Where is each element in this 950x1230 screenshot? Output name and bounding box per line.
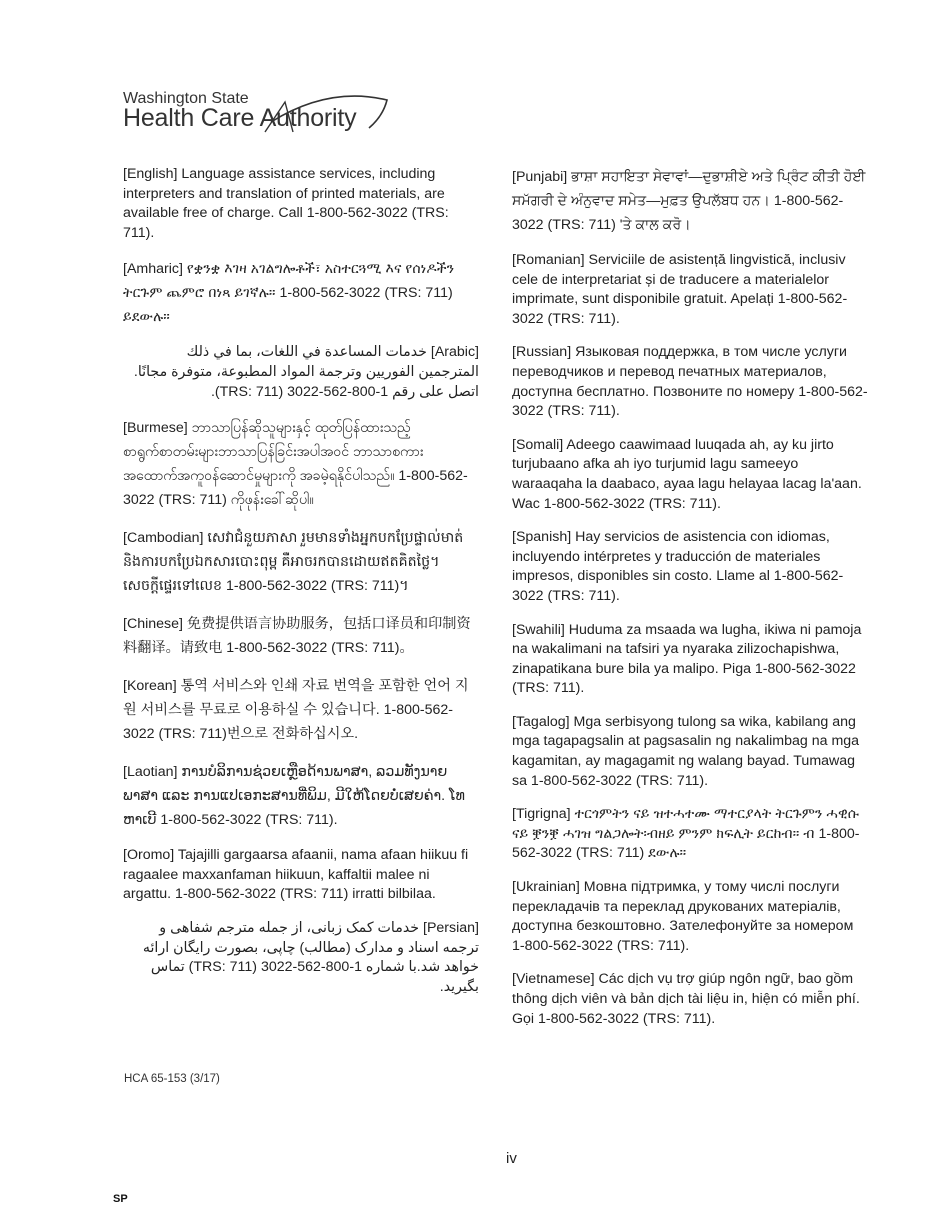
lang-burmese: [Burmese] ဘာသာပြန်ဆိုသူများနှင့် ထုတ်ပြန်ထားသည့် စာရွက်စာတမ်းများဘာသာပြန်ခြင်းအပါအဝင် ဘာသာစကားအထောက်အကူဝန်ဆောင်မှုများကို အခမဲ့ရနိုင်ပါသည်။ 1-800-562-3022 (TRS: 711) ကိုဖုန်းခေါ်ဆိုပါ။ xyxy=(123,420,468,509)
corner-mark: SP xyxy=(113,1193,128,1205)
logo-swoosh-icon xyxy=(259,92,389,136)
form-code: HCA 65-153 (3/17) xyxy=(124,1073,220,1085)
lang-arabic: [Arabic] خدمات المساعدة في اللغات، بما في ذلك المترجمين الفوريين وترجمة المواد المطبوعة، متوفرة مجانًا. اتصل على رقم 1-800-562-3022 (TRS: 711). xyxy=(133,344,479,400)
logo-line1: Washington State xyxy=(123,90,249,107)
lang-tagalog: [Tagalog] Mga serbisyong tulong sa wika, kabilang ang mga tagapagsalin at pagsasalin ng nakalimbag na mga kagamitan, ay magagamit ng walang bayad. Tumawag sa 1-800-562-3022 (TRS: 711). xyxy=(512,713,860,789)
lang-punjabi: [Punjabi] ਭਾਸ਼ਾ ਸਹਾਇਤਾ ਸੇਵਾਵਾਂ—ਦੁਭਾਸ਼ੀਏ ਅਤੇ ਪ੍ਰਿੰਟ ਕੀਤੀ ਹੋਈ ਸਮੱਗਰੀ ਦੇ ਅੰਨੁਵਾਦ ਸਮੇਤ—ਮੁਫ਼ਤ ਉਪਲੱਬਧ ਹਨ। 1-800-562-3022 (TRS: 711) 'ਤੇ ਕਾਲ ਕਰੋ। xyxy=(512,169,866,233)
lang-korean: [Korean] 통역 서비스와 인쇄 자료 번역을 포함한 언어 지원 서비스를 무료로 이용하실 수 있습니다. 1-800-562-3022 (TRS: 711)번으로 전화하십시오. xyxy=(123,678,469,743)
lang-english: [English] Language assistance services, including interpreters and translation of printed materials, are available free of charge. Call 1-800-562-3022 (TRS: 711). xyxy=(123,166,449,241)
lang-vietnamese: [Vietnamese] Các dịch vụ trợ giúp ngôn ngữ, bao gồm thông dịch viên và bản dịch tài liệu in, hiện có miễn phí. Gọi 1-800-562-3022 (TRS: 711). xyxy=(512,971,860,1027)
lang-chinese: [Chinese] 免费提供语言协助服务，包括口译员和印制资料翻译。请致电 1-800-562-3022 (TRS: 711)。 xyxy=(123,616,471,657)
logo-line2: Health Care Authority xyxy=(123,104,357,132)
right-column xyxy=(512,165,868,1043)
lang-romanian: [Romanian] Serviciile de asistență lingvistică, inclusiv cele de interpretariat și de traducere a materialelor imprimate, sunt disponibile gratuit. Apelați 1-800-562-3022 (TRS: 711). xyxy=(512,252,848,327)
left-column xyxy=(123,165,479,1011)
lang-somali: [Somali] Adeego caawimaad luuqada ah, ay ku jirto turjubaano afka ah iyo turjumid lagu sameeyo waraaqaha la daabaco, ayaa lagu helayaa lacag la'aan. Wac 1-800-562-3022 (TRS: 711). xyxy=(512,436,862,512)
hca-logo xyxy=(123,90,393,140)
lang-spanish: [Spanish] Hay servicios de asistencia con idiomas, incluyendo intérpretes y traducción de materiales impresos, disponibles sin costo. Llame al 1-800-562-3022 (TRS: 711). xyxy=(512,529,844,604)
lang-laotian: [Laotian] ການບໍລິການຊ່ວຍເຫຼືອດ້ານພາສາ, ລວມທັງນາຍພາສາ ແລະ ການແປເອກະສານທີ່ພິມ, ມີໃຫ້ໂດຍບໍ່ເສຍຄ່າ. ໂທຫາເບີ 1-800-562-3022 (TRS: 711). xyxy=(123,764,465,829)
lang-swahili: [Swahili] Huduma za msaada wa lugha, ikiwa ni pamoja na wakalimani na tafsiri ya nyaraka zilizochapishwa, zinapatikana bure bila ya malipo. Piga 1-800-562-3022 (TRS: 711). xyxy=(512,621,862,697)
lang-amharic: [Amharic] የቋንቋ እገዛ አገልግሎቶች፣ አስተርጓሚ እና የሰነዶችን ትርጉም ጨምሮ በነጻ ይገኛሉ። 1-800-562-3022 (TRS: 711) ይደውሉ። xyxy=(123,261,455,326)
lang-oromo: [Oromo] Tajajilli gargaarsa afaanii, nama afaan hiikuu fi ragaalee maxxanfaman hiikuun, kaffaltii malee ni argattu. 1-800-562-3022 (TRS: 711) irratti bilbilaa. xyxy=(123,847,469,903)
lang-persian: [Persian] خدمات کمک زبانی، از جمله مترجم شفاهی و ترجمه اسناد و مدارک (مطالب) چاپی، بصورت رایگان ارائه خواهد شد.با شماره 1-800-562-3022 (TRS: 711) تماس بگیرید. xyxy=(142,919,479,995)
lang-russian: [Russian] Языковая поддержка, в том числе услуги переводчиков и перевод печатных материалов, доступна бесплатно. Позвоните по номеру 1-800-562-3022 (TRS: 711). xyxy=(512,344,868,420)
lang-cambodian: [Cambodian] សេវាជំនួយភាសា រួមមានទាំងអ្នកបកប្រែផ្ទាល់មាត់ និងការបកប្រែឯកសារបោះពុម្ព គឺអាចរកបានដោយឥតគិតថ្លៃ។ សេចក្ដីផ្ទេរទៅលេខ 1-800-562-3022 (TRS: 711)។ xyxy=(123,530,464,595)
lang-tigrigna: [Tigrigna] ተርጎምትን ናይ ዝተሓተሙ ማተርያላት ትርጉምን ሓዊሱ ናይ ቛንቛ ሓገዝ ግልጋሎት፡ብዘይ ምንም ክፍሊት ይርከብ። ብ 1-800-562-3022 (TRS: 711) ደውሉ። xyxy=(512,806,860,862)
lang-ukrainian: [Ukrainian] Мовна підтримка, у тому числі послуги перекладачів та переклад друкованих матеріалів, доступна безкоштовно. Зателефонуйте за номером 1-800-562-3022 (TRS: 711). xyxy=(512,879,854,954)
page-number: iv xyxy=(506,1150,517,1167)
